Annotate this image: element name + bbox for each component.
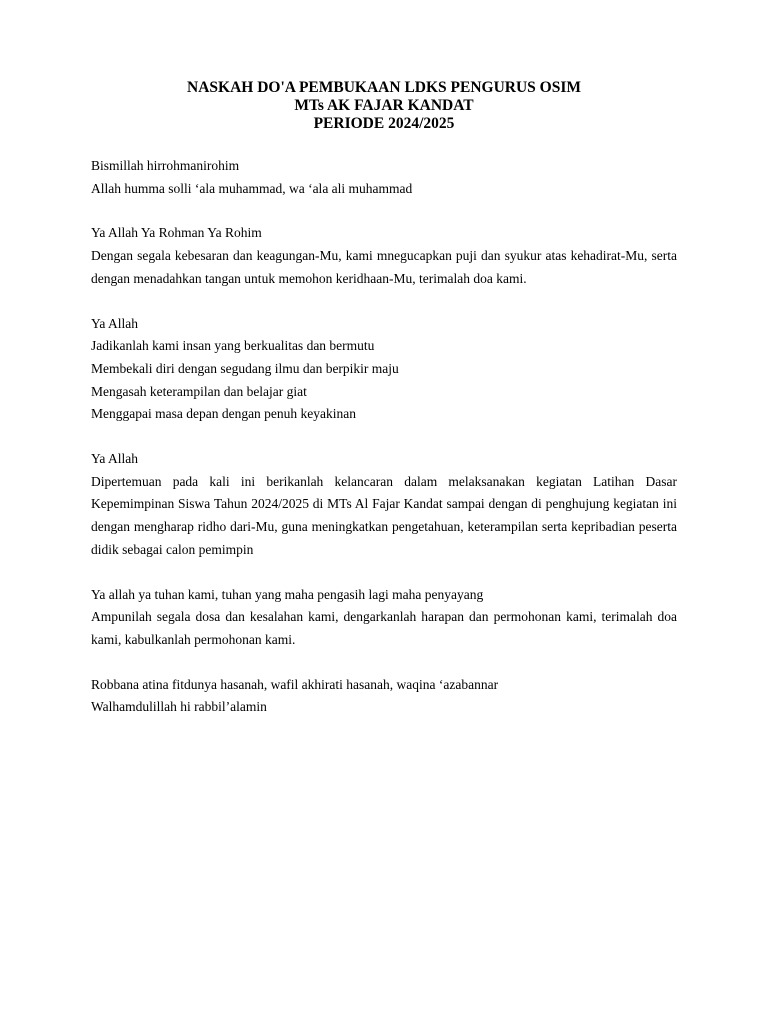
opening-section <box>91 155 677 200</box>
section-4-heading: Ya allah ya tuhan kami, tuhan yang maha pengasih lagi maha penyayang <box>91 586 484 602</box>
section-4-paragraph: Ampunilah segala dosa dan kesalahan kami, dengarkanlah harapan dan permohonan kami, terimalah doa kami, kabulkanlah permohonan kami. <box>91 609 677 647</box>
prayer-section-2 <box>91 313 677 427</box>
closing-section <box>91 674 677 719</box>
document-page <box>91 79 677 741</box>
section-2-line-1: Jadikanlah kami insan yang berkualitas dan bermutu <box>91 338 375 354</box>
prayer-section-1 <box>91 222 677 290</box>
closing-line-2: Walhamdulillah hi rabbil’alamin <box>91 699 267 715</box>
opening-line-1: Bismillah hirrohmanirohim <box>91 158 240 173</box>
section-2-heading: Ya Allah <box>91 315 139 331</box>
section-3-heading: Ya Allah <box>91 451 139 467</box>
section-2-line-2: Membekali diri dengan segudang ilmu dan berpikir maju <box>91 360 399 376</box>
closing-line-1: Robbana atina fitdunya hasanah, wafil akhirati hasanah, waqina ‘azabannar <box>91 676 499 692</box>
opening-line-2: Allah humma solli ‘ala muhammad, wa ‘ala ali muhammad <box>91 180 413 196</box>
prayer-section-4 <box>91 584 677 652</box>
prayer-section-3 <box>91 448 677 562</box>
title-line-3: PERIODE 2024/2025 <box>313 115 455 132</box>
section-1-paragraph: Dengan segala kebesaran dan keagungan-Mu, kami mnegucapkan puji dan syukur atas kehadirat-Mu, serta dengan menadahkan tangan untuk memohon keridhaan-Mu, terimalah doa kami. <box>91 248 677 286</box>
title-line-2: MTs AK FAJAR KANDAT <box>294 97 474 114</box>
document-title <box>91 79 677 133</box>
section-1-heading: Ya Allah Ya Rohman Ya Rohim <box>91 225 262 241</box>
section-2-line-4: Menggapai masa depan dengan penuh keyakinan <box>91 406 357 422</box>
section-2-line-3: Mengasah keterampilan dan belajar giat <box>91 383 307 399</box>
title-line-1: NASKAH DO'A PEMBUKAAN LDKS PENGURUS OSIM <box>187 79 581 96</box>
section-3-paragraph: Dipertemuan pada kali ini berikanlah kelancaran dalam melaksanakan kegiatan Latihan Dasar Kepemimpinan Siswa Tahun 2024/2025 di MTs Al Fajar Kandat sampai dengan di penghujung kegiatan ini dengan mengharap ridho dari-Mu, guna meningkatkan pengetahuan, keterampilan serta kepribadian peserta didik sebagai calon pemimpin <box>91 473 677 557</box>
